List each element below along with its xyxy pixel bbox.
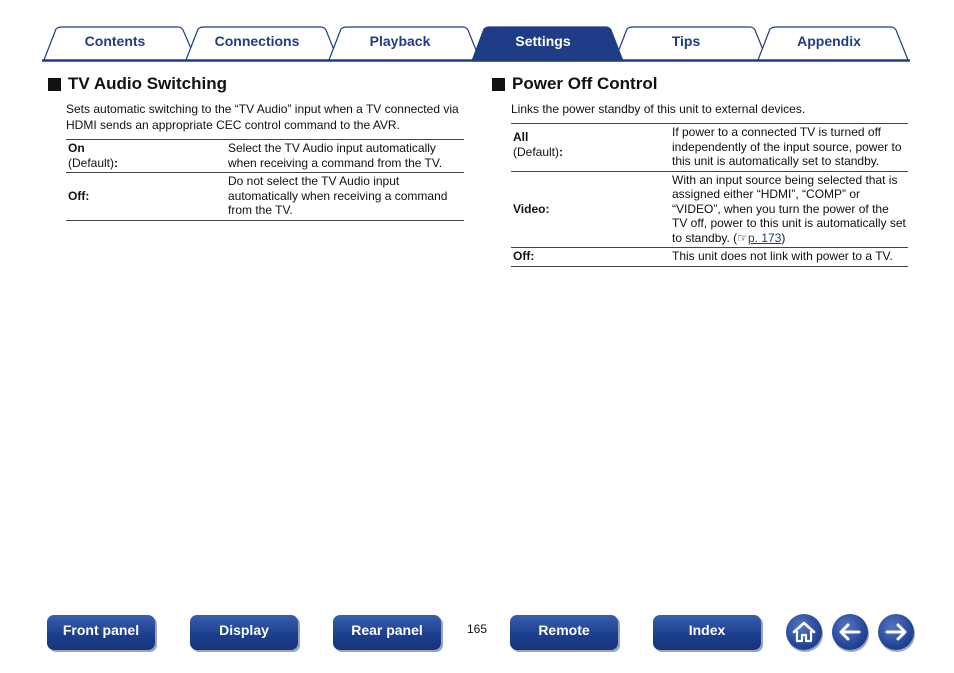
tab-tips[interactable]: Tips (671, 33, 701, 49)
option-name: Off: (68, 188, 90, 203)
option-name-cell (66, 140, 226, 173)
tab-settings[interactable]: Settings (515, 33, 571, 49)
tv-audio-switching-section (48, 73, 466, 221)
tab-appendix[interactable]: Appendix (797, 33, 861, 49)
options-table (511, 123, 908, 267)
page-reference (733, 231, 785, 245)
remote-button[interactable]: Remote (510, 615, 618, 650)
display-button[interactable]: Display (190, 615, 298, 650)
tab-shapes (0, 0, 954, 64)
option-name: Video: (513, 201, 550, 216)
power-off-control-section (492, 73, 910, 267)
option-description: If power to a connected TV is turned off independently of the input source, power to this unit is automatically set to standby. (672, 125, 902, 168)
option-name-cell (511, 124, 670, 172)
tab-connections[interactable]: Connections (214, 33, 300, 49)
option-description-cell (670, 171, 908, 248)
arrow-left-icon (832, 614, 868, 650)
option-colon: : (559, 144, 564, 159)
ref-open: ( (733, 230, 738, 245)
default-note: (Default) (68, 155, 115, 170)
home-icon (786, 614, 822, 650)
forward-button[interactable] (878, 614, 914, 650)
page-link[interactable]: p. 173 (747, 230, 782, 245)
option-name: All (513, 130, 529, 144)
section-title: TV Audio Switching (68, 74, 227, 93)
arrow-right-icon (878, 614, 914, 650)
tab-contents[interactable]: Contents (84, 33, 146, 49)
page-number: 165 (466, 622, 488, 636)
section-intro: Sets automatic switching to the “TV Audio” input when a TV connected via HDMI sends an appropriate CEC control command to the AVR. (66, 102, 459, 132)
option-description: Do not select the TV Audio input automatically when receiving a command from the TV. (228, 174, 448, 217)
option-description: This unit does not link with power to a TV. (672, 249, 893, 263)
tab-bar (0, 0, 954, 64)
rear-panel-button[interactable]: Rear panel (333, 615, 441, 650)
front-panel-button[interactable]: Front panel (47, 615, 155, 650)
options-table (66, 139, 464, 221)
option-name: On (68, 141, 85, 155)
square-bullet-icon (492, 78, 505, 91)
table-row (66, 140, 464, 173)
option-description: Select the TV Audio input automatically when receiving a command from the TV. (228, 141, 443, 170)
section-title: Power Off Control (512, 74, 658, 93)
ref-close: ) (781, 230, 786, 245)
option-colon: : (114, 155, 119, 170)
square-bullet-icon (48, 78, 61, 91)
section-heading (492, 73, 910, 95)
pointing-hand-icon: ☞ (737, 230, 748, 245)
tab-playback[interactable]: Playback (369, 33, 431, 49)
table-row (66, 173, 464, 221)
back-button[interactable] (832, 614, 868, 650)
table-row (511, 124, 908, 172)
table-row (511, 171, 908, 248)
option-name: Off: (513, 249, 535, 263)
home-button[interactable] (786, 614, 822, 650)
table-row (511, 248, 908, 267)
option-description: With an input source being selected that is assigned either “HDMI”, “COMP” or “VIDEO”, when you turn the power of the TV off, power to this unit is automatically set to standby. (672, 172, 906, 245)
index-button[interactable]: Index (653, 615, 761, 650)
default-note: (Default) (513, 144, 560, 159)
section-intro: Links the power standby of this unit to external devices. (511, 102, 806, 116)
section-heading (48, 73, 466, 95)
